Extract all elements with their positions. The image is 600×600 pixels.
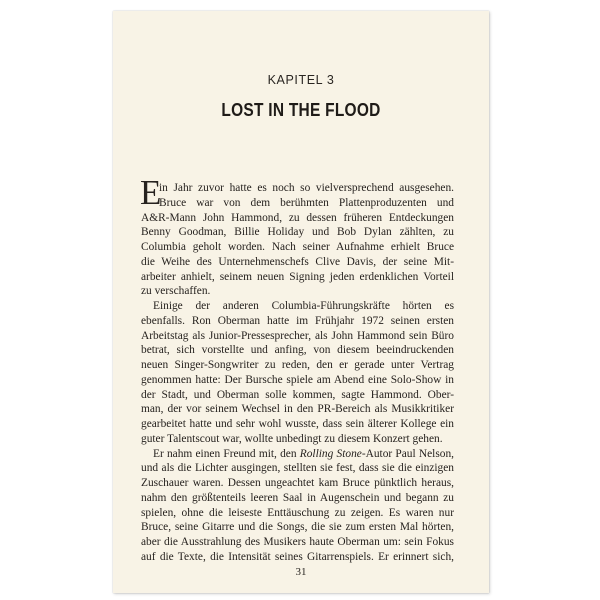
text-line: Columbia geholt worden. Nach seiner Aufnahme erhielt Bruce [141,241,454,253]
text-line: gearbeitet hatte und sehr wohl wusste, dass sein älterer Kollege ein [141,418,454,430]
text-run: Er nahm einen Freund mit, den [153,447,300,460]
text-line: Einige der anderen Columbia-Führungskräfte hörten es [153,300,454,312]
text-line: A&R-Mann John Hammond, zu dessen früheren Entdeckungen [141,211,454,224]
paragraph-1 [140,173,454,299]
text-line: auf die Texte, die Intensität seines Gitarrenspiels. Er erinnert sich, [141,550,454,563]
paragraph-2 [141,299,454,447]
text-line [141,447,454,462]
text-line: und als die Lichter ausgingen, stellten sie fest, dass sie die einzigen [141,462,454,475]
text-line: neuen Singer-Songwriter zu reden, den er gerade unter Vertrag [141,359,454,371]
text-run: -Autor Paul Nelson, [361,447,454,460]
italic-title: Rolling Stone [299,447,362,460]
text-line: zu verschaffen. [141,285,211,298]
text-line: spielen, ohne die leiseste Enttäuschung zu zeigen. Es waren nur [141,506,454,519]
chapter-label: KAPITEL 3 [267,73,335,87]
text-line: arbeiter anhielt, seinem neuen Signing jeden erdenklichen Vorteil [141,270,454,283]
text-line: Benny Goodman, Billie Holiday und Bob Dylan zählten, zu [141,226,454,239]
page-number: 31 [295,566,307,578]
text-line: betrat, sich vorstellte und anfing, von diesem beeindruckenden [141,344,454,357]
text-line: nahm den größtenteils leeren Saal in Augenschein und begann zu [141,491,454,504]
text-line: in Jahr zuvor hatte es noch so vielversprechend ausgesehen. [159,182,454,194]
text-line: Arbeitstag als Junior-Pressesprecher, als John Hammond sein Büro [141,329,454,342]
body-text [140,173,454,565]
text-line: genommen hatte: Der Bursche spiele am Abend eine Solo-Show in [141,373,454,386]
text-line: Bruce, seine Gitarre und die Songs, die sie zum ersten Mal hörten, [141,521,454,534]
chapter-title: LOST IN THE FLOOD [221,100,381,120]
text-line: Bruce war von dem berühmten Plattenproduzenten und [159,196,454,209]
text-line: Zuschauer waren. Dessen ungeachtet kam Bruce pünktlich heraus, [141,477,454,489]
text-line: guter Talentscout war, wollte unbedingt zu diesem Konzert gehen. [141,432,443,445]
drop-cap: E [140,173,162,212]
text-line: die Weihe des Unternehmenschefs Clive Davis, der seine Mit- [141,255,454,268]
book-page [113,11,489,593]
text-line: man, der vor seinem Wechsel in den PR-Bereich als Musikkritiker [141,403,454,416]
text-line: der Stadt, und Oberman solle kommen, sagte Hammond. Ober- [141,388,454,401]
text-line: aber die Ausstrahlung des Musikers haute Oberman um: sein Fokus [141,536,454,548]
paragraph-3 [141,447,454,565]
text-line: ebenfalls. Ron Oberman hatte im Frühjahr 1972 seinen ersten [141,314,454,327]
